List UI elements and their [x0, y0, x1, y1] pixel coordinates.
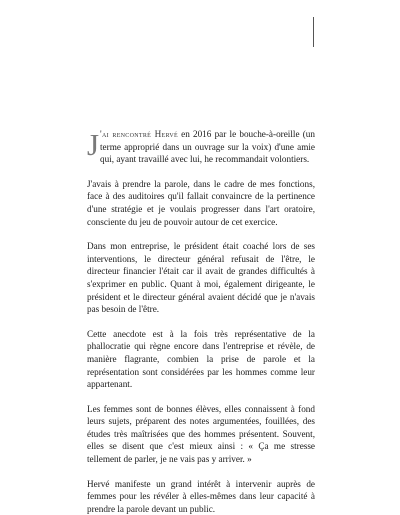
paragraph: Cette anecdote est à la fois très représentative de la phallocratie qui règne encore dans l'entreprise et révèle, de manière flagrante, combien la prise de parole et la représentation sont considérées par les hommes comme leur appartenant.	[87, 328, 315, 390]
opening-paragraph	[87, 128, 315, 166]
body-text	[87, 128, 315, 515]
opening-paragraph-text: en 2016 par le bouche-à-oreille (un terme approprié dans un ouvrage sur la voix) d'une amie qui, ayant travaillé avec lui, he recommandait volontiers.	[100, 129, 315, 165]
paragraph: J'avais à prendre la parole, dans le cadre de mes fonctions, face à des auditoires qu'il fallait convaincre de la pertinence d'une stratégie et je voulais progresser dans l'art oratoire, consciente du jeu de pouvoir autour de cet exercice.	[87, 178, 315, 227]
paragraph: Les femmes sont de bonnes élèves, elles connaissent à fond leurs sujets, préparent des notes argumentées, fouillées, des études très maîtrisées que des hommes présentent. Souvent, elles se disent que c'est mieux ainsi : « Ça me stresse tellement de parler, je ne vais pas y arriver. »	[87, 403, 315, 465]
lead-in-smallcaps: 'ai rencontré Hervé	[100, 129, 178, 139]
drop-cap: J	[87, 127, 100, 162]
paragraph: Hervé manifeste un grand intérêt à intervenir auprès de femmes pour les révéler à elles-mêmes dans leur capacité à prendre la parole devant un public.	[87, 478, 315, 514]
paragraph: Dans mon entreprise, le président était coaché lors de ses interventions, le directeur général refusait de l'être, le directeur financier l'était car il avait de grandes difficultés à s'exprimer en public. Quant à moi, également dirigeante, le président et le directeur général avaient décidé que je n'avais pas besoin de l'être.	[87, 241, 315, 315]
margin-rule	[313, 17, 314, 47]
